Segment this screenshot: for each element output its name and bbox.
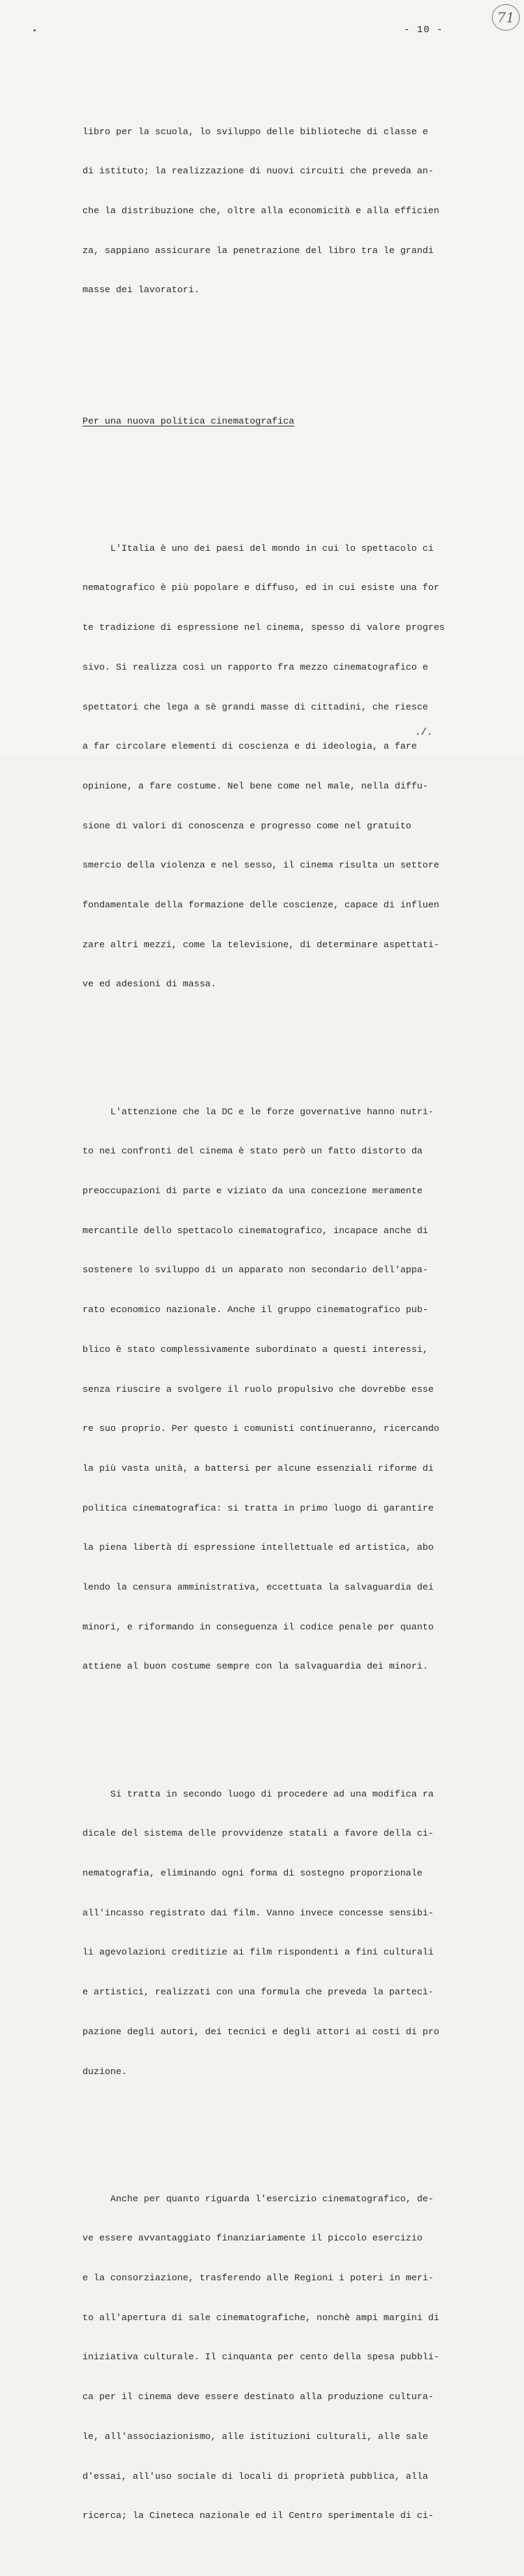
text-line: ricerca; la Cineteca nazionale ed il Centro sperimentale di ci- — [82, 2510, 434, 2521]
text-line: libro per la scuola, lo sviluppo delle biblioteche di classe e — [82, 126, 428, 137]
text-line: e la consorziazione, trasferendo alle Regioni i poteri in meri- — [82, 2273, 434, 2284]
ink-dot — [34, 29, 36, 31]
text-line: rato economico nazionale. Anche il gruppo cinematografico pub- — [82, 1304, 428, 1316]
section-heading — [82, 389, 474, 455]
text-line: spettatori che lega a sè grandi masse di cittadini, che riesce — [82, 701, 428, 712]
text-line: smercio della violenza e nel sesso, il cinema risulta un settore — [82, 860, 439, 871]
text-line: dicale del sistema delle provvidenze statali a favore della ci- — [82, 1828, 434, 1839]
paragraph-1 — [82, 99, 474, 324]
text-line: politica cinematografica: si tratta in primo luogo di garantire — [82, 1502, 434, 1513]
text-line: preoccupazioni di parte e viziato da una concezione meramente — [82, 1186, 423, 1196]
text-line: masse dei lavoratori. — [82, 285, 200, 296]
text-line: di istituto; la realizzazione di nuovi circuiti che preveda an- — [82, 166, 434, 177]
text-line: zare altri mezzi, come la televisione, di determinare aspettati- — [82, 939, 439, 950]
spacer — [82, 1044, 474, 1053]
text-line: nematografia, eliminando ogni forma di sostegno proporzionale — [82, 1867, 423, 1878]
text-line: te tradizione di espressione nel cinema, spesso di valore progres — [82, 622, 445, 633]
spacer — [82, 350, 474, 362]
text-line: za, sappiano assicurare la penetrazione del libro tra le grandi — [82, 245, 434, 256]
text-line: ve ed adesioni di massa. — [82, 979, 217, 990]
text-line: duzione. — [82, 2066, 127, 2077]
continuation-mark: ./. — [415, 727, 433, 738]
text-line: blico è stato complessivamente subordinato a questi interessi, — [82, 1344, 428, 1355]
text-line: che la distribuzione che, oltre alla economicità e alla efficien — [82, 206, 439, 217]
text-line: la piena libertà di espressione intellettuale ed artistica, abo — [82, 1542, 434, 1553]
text-line: opinione, a fare costume. Nel bene come nel male, nella diffu- — [82, 780, 428, 791]
text-line: sostenere lo sviluppo di un apparato non secondario dell'appa- — [82, 1265, 428, 1276]
text-line: L'attenzione che la DC e le forze governative hanno nutri- — [82, 1106, 434, 1117]
text-line: Anche per quanto riguarda l'esercizio cinematografico, de- — [82, 2193, 434, 2204]
text-line: attiene al buon costume sempre con la salvaguardia dei minori. — [82, 1661, 428, 1672]
text-line: all'incasso registrato dai film. Vanno invece concesse sensibi- — [82, 1907, 434, 1918]
paragraph-5 — [82, 2166, 474, 2549]
text-line: d'essai, all'uso sociale di locali di proprietà pubblica, alla — [82, 2470, 428, 2482]
text-line: lendo la censura amministrativa, eccettuata la salvaguardia dei — [82, 1582, 434, 1593]
spacer — [82, 2131, 474, 2140]
page-number: - 10 - — [404, 24, 444, 36]
text-line: la più vasta unità, a battersi per alcune essenziali riforme di — [82, 1462, 434, 1474]
text-line: iniziativa culturale. Il cinquanta per cento della spesa pubbli- — [82, 2352, 439, 2363]
heading-line: Per una nuova politica cinematografica — [82, 415, 295, 426]
text-line: sione di valori di conoscenza e progresso come nel gratuito — [82, 820, 412, 831]
text-line: re suo proprio. Per questo i comunisti continueranno, ricercando — [82, 1423, 439, 1434]
text-line: minori, e riformando in conseguenza il codice penale per quanto — [82, 1621, 434, 1632]
text-line: nematografico è più popolare e diffuso, ed in cui esiste una for — [82, 582, 439, 593]
text-line: li agevolazioni creditizie ai film rispondenti a fini culturali — [82, 1947, 434, 1958]
page-stamp: 71 — [492, 4, 520, 31]
text-line: pazione degli autori, dei tecnici e degli attori ai costi di pro — [82, 2026, 439, 2037]
spacer — [82, 1727, 474, 1735]
paragraph-4 — [82, 1762, 474, 2105]
text-line: senza riuscire a svolgere il ruolo propulsivo che dovrebbe esse — [82, 1383, 434, 1395]
paragraph-3 — [82, 1079, 474, 1700]
text-line: to nei confronti del cinema è stato però un fatto distorto da — [82, 1146, 423, 1157]
text-line: mercantile dello spettacolo cinematografico, incapace anche di — [82, 1225, 428, 1236]
text-line: e artistici, realizzati con una formula che preveda la partecì- — [82, 1987, 434, 1998]
text-line: to all'apertura di sale cinematografiche, nonchè ampi margini di — [82, 2312, 439, 2323]
text-line: ca per il cinema deve essere destinato alla produzione cultura- — [82, 2391, 434, 2403]
text-line: sivo. Si realizza così un rapporto fra mezzo cinematografico e — [82, 661, 428, 672]
text-line: a far circolare elementi di coscienza e di ideologia, a fare — [82, 741, 417, 752]
spacer — [82, 481, 474, 489]
body-text — [82, 73, 474, 2576]
text-line: Si tratta in secondo luogo di procedere ad una modifica ra — [82, 1788, 434, 1799]
text-line: ve essere avvantaggiato finanziariamente il piccolo esercizio — [82, 2233, 423, 2244]
paragraph-2 — [82, 516, 474, 1018]
text-line: L'Italia è uno dei paesi del mondo in cui lo spettacolo ci — [82, 542, 434, 554]
text-line: fondamentale della formazione delle coscienze, capace di influen — [82, 900, 439, 911]
text-line: le, all'associazionismo, alle istituzioni culturali, alle sale — [82, 2431, 428, 2442]
